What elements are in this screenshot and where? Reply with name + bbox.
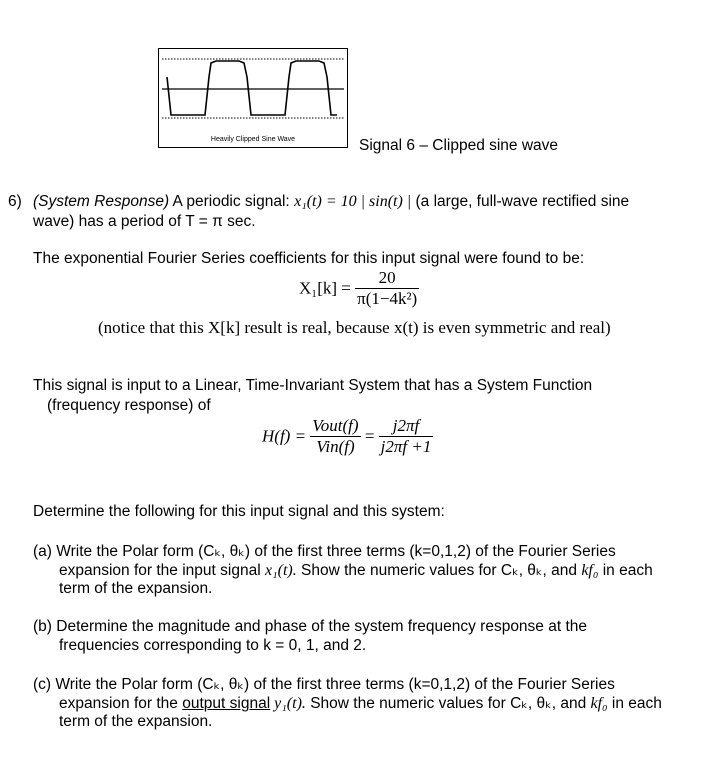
xk-lhs: X₁[k] =	[299, 278, 351, 298]
part-a-signal: x₁(t).	[264, 562, 297, 579]
problem-intro-line1	[33, 193, 629, 211]
part-c-line3: term of the expansion.	[59, 713, 213, 730]
determine-text: Determine the following for this input signal and this system:	[33, 503, 445, 520]
part-b-line1: (b) Determine the magnitude and phase of the system frequency response at the	[33, 618, 588, 635]
real-note: (notice that this X[k] result is real, because x(t) is even symmetric and real)	[98, 318, 611, 337]
part-c-line1: (c) Write the Polar form (Cₖ, θₖ) of the first three terms (k=0,1,2) of the Fourier Series	[33, 676, 615, 693]
part-c-kf0: kf₀	[590, 695, 608, 712]
hf-num-2: j2πf	[392, 416, 420, 435]
problem-intro-line2: wave) has a period of T = π sec.	[33, 213, 256, 230]
fourier-series-text: The exponential Fourier Series coefficients for this input signal were found to be:	[33, 250, 585, 267]
intro-b: (a large, full-wave rectified sine	[411, 193, 630, 210]
hf-num-1: Vout(f)	[312, 416, 359, 435]
part-a-text-a: expansion for the input signal	[59, 562, 265, 579]
part-a-line3: term of the expansion.	[59, 580, 213, 597]
part-c-text-b: Show the numeric values for Cₖ, θₖ, and	[305, 695, 591, 712]
hf-fraction-2	[379, 416, 434, 457]
part-c-line2	[59, 694, 662, 713]
figure-caption: Heavily Clipped Sine Wave	[210, 136, 296, 143]
hf-formula	[262, 416, 433, 457]
xk-denominator: π(1−4k²)	[357, 289, 418, 308]
part-c-text-c: in each	[607, 695, 662, 712]
part-a-line1: (a) Write the Polar form (Cₖ, θₖ) of the first three terms (k=0,1,2) of the Fourier Series	[33, 543, 616, 560]
xk-formula	[299, 268, 419, 309]
part-c-output-signal: output signal	[182, 695, 271, 712]
signal-expression: x₁(t) = 10 | sin(t) |	[294, 193, 412, 210]
part-c-text-a: expansion for the	[59, 695, 183, 712]
problem-label: (System Response)	[33, 193, 170, 210]
hf-fraction-1	[310, 416, 360, 457]
xk-numerator: 20	[378, 268, 396, 287]
part-c-signal: y₁(t).	[270, 695, 306, 712]
clipped-sine-figure	[158, 48, 348, 148]
hf-equals: =	[364, 426, 375, 446]
part-a-line2	[59, 561, 653, 580]
part-a-kf0: kf₀	[581, 562, 599, 579]
xk-fraction	[355, 268, 419, 309]
part-a-text-b: Show the numeric values for Cₖ, θₖ, and	[296, 562, 582, 579]
part-b-line2: frequencies corresponding to k = 0, 1, and 2.	[59, 637, 367, 654]
clipped-sine-trace	[167, 61, 337, 115]
hf-den-1: Vin(f)	[310, 436, 360, 457]
waveform-plot	[159, 49, 347, 147]
part-a-text-c: in each	[598, 562, 653, 579]
lti-text-line2: (frequency response) of	[47, 397, 211, 414]
hf-den-2: j2πf +1	[380, 437, 432, 456]
figure-title: Signal 6 – Clipped sine wave	[359, 137, 559, 154]
problem-number: 6)	[8, 193, 22, 210]
intro-a: A periodic signal:	[169, 193, 295, 210]
hf-lhs: H(f) =	[262, 426, 307, 446]
lti-text-line1: This signal is input to a Linear, Time-Invariant System that has a System Function	[33, 377, 593, 394]
